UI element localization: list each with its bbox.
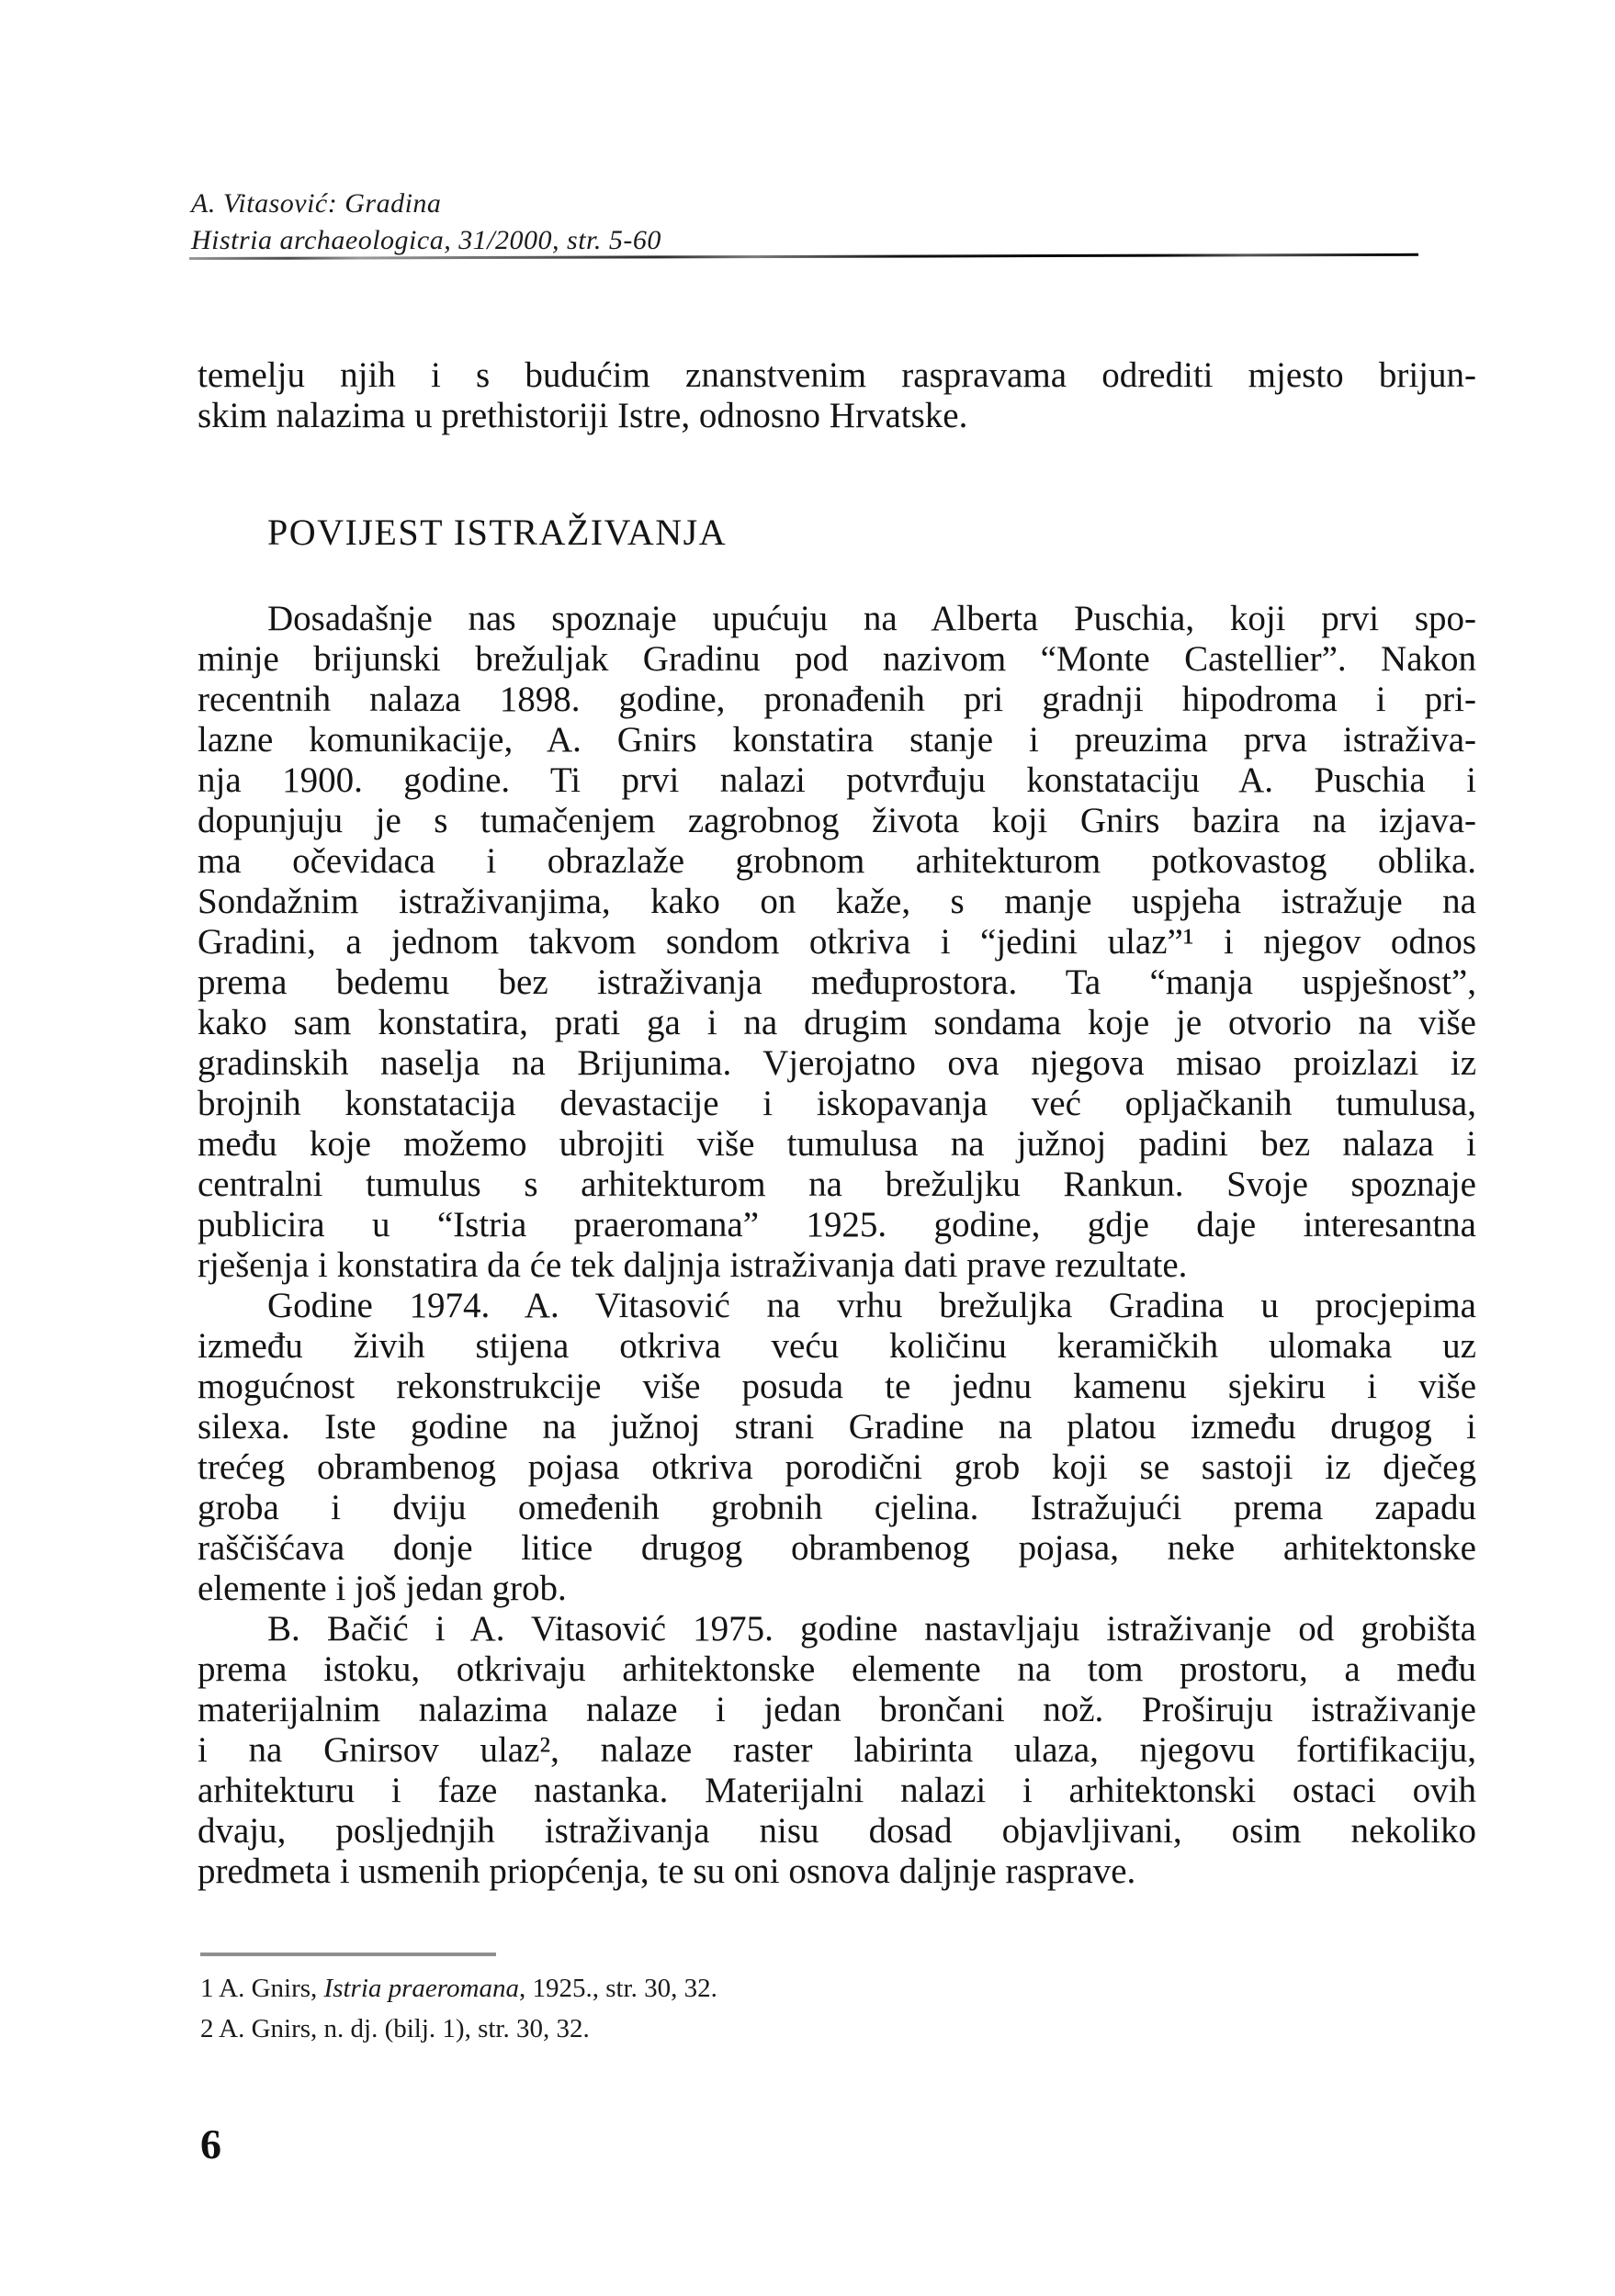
running-header bbox=[191, 186, 1427, 259]
text-line: lazne komunikacije, A. Gnirs konstatira stanje i preuzima prva istraživa- bbox=[198, 720, 1476, 760]
page-number: 6 bbox=[200, 2121, 221, 2167]
text-line: Godine 1974. A. Vitasović na vrhu brežuljka Gradina u procjepima bbox=[267, 1286, 1476, 1325]
text-line: temelju njih i s budućim znanstvenim raspravama odrediti mjesto brijun- bbox=[198, 355, 1476, 395]
text-line: dvaju, posljednjih istraživanja nisu dosad objavljivani, osim nekoliko bbox=[198, 1811, 1476, 1851]
text-line: ma očevidaca i obrazlaže grobnom arhitekturom potkovastog oblika. bbox=[198, 841, 1476, 881]
text-line: minje brijunski brežuljak Gradinu pod nazivom “Monte Castellier”. Nakon bbox=[198, 639, 1476, 679]
footnote-work-title: Istria praeromana bbox=[323, 1974, 519, 2003]
footnotes bbox=[200, 1968, 1477, 2049]
text-line: mogućnost rekonstrukcije više posuda te jednu kamenu sjekiru i više bbox=[198, 1367, 1476, 1406]
body-paragraphs bbox=[198, 599, 1476, 1892]
paragraph-continued bbox=[198, 355, 1476, 436]
text-line: između živih stijena otkriva veću količinu keramičkih ulomaka uz bbox=[198, 1326, 1476, 1366]
text-line: materijalnim nalazima nalaze i jedan brončani nož. Proširuju istraživanje bbox=[198, 1690, 1476, 1729]
section-heading: POVIJEST ISTRAŽIVANJA bbox=[267, 512, 728, 553]
text-line: prema istoku, otkrivaju arhitektonske elemente na tom prostoru, a među bbox=[198, 1649, 1476, 1689]
footnote-item bbox=[200, 1968, 1477, 2009]
text-line: groba i dviju omeđenih grobnih cjelina. Istražujući prema zapadu bbox=[198, 1488, 1476, 1527]
text-line: Dosadašnje nas spoznaje upućuju na Alberta Puschia, koji prvi spo- bbox=[267, 599, 1476, 638]
header-author-title: A. Vitasović: Gradina bbox=[191, 188, 442, 219]
text-line: predmeta i usmenih priopćenja, te su oni osnova daljnje rasprave. bbox=[198, 1851, 1136, 1891]
text-line: brojnih konstatacija devastacije i iskopavanja već opljačkanih tumulusa, bbox=[198, 1084, 1476, 1123]
text-line: arhitekturu i faze nastanka. Materijalni nalazi i arhitektonski ostaci ovih bbox=[198, 1771, 1476, 1810]
text-line: rješenja i konstatira da će tek daljnja istraživanja dati prave rezultate. bbox=[198, 1245, 1188, 1285]
text-line: trećeg obrambenog pojasa otkriva porodični grob koji se sastoji iz dječeg bbox=[198, 1447, 1476, 1487]
text-line: recentnih nalaza 1898. godine, pronađenih pri gradnji hipodroma i pri- bbox=[198, 680, 1476, 719]
text-line: kako sam konstatira, prati ga i na drugim sondama koje je otvorio na više bbox=[198, 1003, 1476, 1042]
text-line: B. Bačić i A. Vitasović 1975. godine nastavljaju istraživanje od grobišta bbox=[267, 1609, 1476, 1649]
footnote-text: , 1925., str. 30, 32. bbox=[518, 1974, 717, 2003]
footnote-item bbox=[200, 2009, 1477, 2049]
text-line: dopunjuju je s tumačenjem zagrobnog života koji Gnirs bazira na izjava- bbox=[198, 801, 1476, 840]
text-line: elemente i još jedan grob. bbox=[198, 1569, 567, 1608]
text-line: centralni tumulus s arhitekturom na brežuljku Rankun. Svoje spoznaje bbox=[198, 1165, 1476, 1204]
text-line: Sondažnim istraživanjima, kako on kaže, s manje uspjeha istražuje na bbox=[198, 882, 1476, 921]
footnote-rule bbox=[200, 1953, 496, 1956]
footnote-text: 2 A. Gnirs, n. dj. (bilj. 1), str. 30, 32. bbox=[200, 2014, 590, 2043]
text-line: prema bedemu bez istraživanja međuprostora. Ta “manja uspješnost”, bbox=[198, 962, 1476, 1002]
text-line: nja 1900. godine. Ti prvi nalazi potvrđuju konstataciju A. Puschia i bbox=[198, 760, 1476, 800]
text-line: publicira u “Istria praeromana” 1925. godine, gdje daje interesantna bbox=[198, 1205, 1476, 1244]
text-line: gradinskih naselja na Brijunima. Vjerojatno ova njegova misao proizlazi iz bbox=[198, 1043, 1476, 1083]
text-line: među koje možemo ubrojiti više tumulusa na južnoj padini bez nalaza i bbox=[198, 1124, 1476, 1164]
text-line: skim nalazima u prethistoriji Istre, odnosno Hrvatske. bbox=[198, 396, 968, 435]
header-journal-reference: Histria archaeologica, 31/2000, str. 5-60 bbox=[191, 225, 661, 255]
footnote-text: 1 A. Gnirs, bbox=[200, 1974, 324, 2003]
text-line: i na Gnirsov ulaz², nalaze raster labirinta ulaza, njegovu fortifikaciju, bbox=[198, 1730, 1476, 1770]
text-line: silexa. Iste godine na južnoj strani Gradine na platou između drugog i bbox=[198, 1407, 1476, 1446]
text-line: Gradini, a jednom takvom sondom otkriva i “jedini ulaz”¹ i njegov odnos bbox=[198, 922, 1476, 962]
text-line: raščišćava donje litice drugog obrambenog pojasa, neke arhitektonske bbox=[198, 1528, 1476, 1568]
